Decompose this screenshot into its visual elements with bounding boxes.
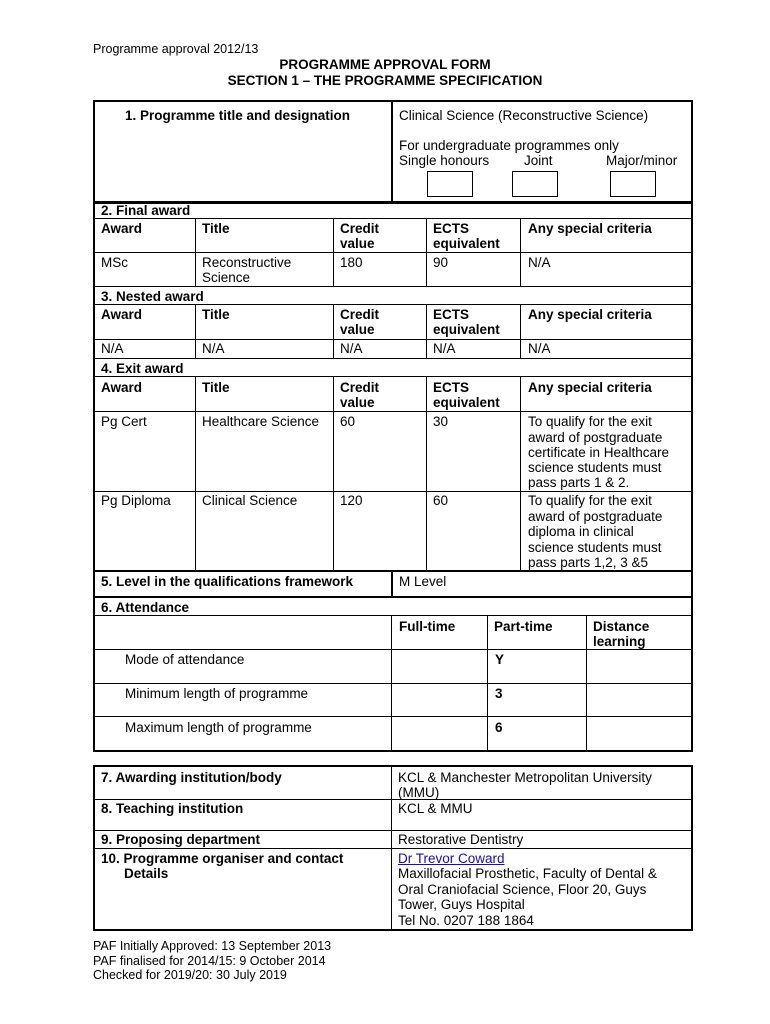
s6-min: Minimum length of programme — [125, 686, 309, 701]
s2-credit: 180 — [340, 255, 363, 270]
s8-value: KCL & MMU — [398, 801, 473, 816]
s4-r2-ects: 60 — [433, 493, 449, 508]
col-special: Any special criteria — [528, 221, 652, 236]
s4-r1-special: pass parts 1 & 2. — [528, 475, 630, 490]
organiser-name-link[interactable]: Dr Trevor Coward — [398, 851, 505, 866]
s10-address: Oral Craniofacial Science, Floor 20, Guys — [398, 882, 647, 897]
s10-address: Tower, Guys Hospital — [398, 897, 525, 912]
col-ects-2: equivalent — [433, 236, 500, 251]
s1-opt-single: Single honours — [399, 153, 490, 168]
s3-credit: N/A — [340, 341, 363, 356]
s10-label-2: Details — [124, 866, 169, 881]
s4-r2-special: award of postgraduate — [528, 509, 663, 524]
s6-mode-pt: Y — [495, 652, 505, 667]
s10-address: Maxillofacial Prosthetic, Faculty of Dental & — [398, 866, 657, 881]
s4-r1-special: award of postgraduate — [528, 430, 663, 445]
s6-max-pt: 6 — [495, 720, 503, 735]
col-special: Any special criteria — [528, 380, 652, 395]
col-credit: Credit — [340, 380, 380, 395]
col-award: Award — [101, 307, 143, 322]
s5-value: M Level — [399, 574, 447, 589]
s1-value: Clinical Science (Reconstructive Science) — [399, 108, 649, 123]
s6-parttime: Part-time — [494, 619, 553, 634]
col-credit: Credit — [340, 221, 380, 236]
s4-r1-special: To qualify for the exit — [528, 414, 652, 429]
col-ects: ECTS — [433, 221, 470, 236]
s7-value: KCL & Manchester Metropolitan University — [398, 770, 652, 785]
col-credit-2: value — [340, 236, 375, 251]
s4-r2-special: pass parts 1,2, 3 &5 — [528, 555, 649, 570]
s7-value-2: (MMU) — [398, 785, 440, 800]
s4-r1-award: Pg Cert — [101, 414, 147, 429]
footer-line: PAF finalised for 2014/15: 9 October 2014 — [93, 954, 326, 968]
s1-label: 1. Programme title and designation — [125, 108, 351, 123]
col-credit-2: value — [340, 395, 375, 410]
s6-min-pt: 3 — [495, 686, 503, 701]
s2-ects: 90 — [433, 255, 449, 270]
section-title: SECTION 1 – THE PROGRAMME SPECIFICATION — [227, 73, 543, 88]
s4-r2-special: science students must — [528, 540, 662, 555]
s1-opt-major: Major/minor — [606, 153, 678, 168]
s9-value: Restorative Dentistry — [398, 832, 524, 847]
col-ects: ECTS — [433, 307, 470, 322]
s6-mode: Mode of attendance — [125, 652, 245, 667]
joint-checkbox[interactable] — [512, 171, 558, 197]
s6-distance-2: learning — [593, 634, 646, 649]
col-title: Title — [202, 307, 230, 322]
s4-r2-special: To qualify for the exit — [528, 493, 652, 508]
s4-r2-award: Pg Diploma — [101, 493, 171, 508]
col-credit: Credit — [340, 307, 380, 322]
single-honours-checkbox[interactable] — [427, 171, 473, 197]
s2-title-2: Science — [202, 270, 251, 285]
s4-r1-credit: 60 — [340, 414, 356, 429]
footer-line: Checked for 2019/20: 30 July 2019 — [93, 968, 287, 982]
col-ects-2: equivalent — [433, 395, 500, 410]
s9-label: 9. Proposing department — [101, 832, 261, 847]
s6-fulltime: Full-time — [399, 619, 456, 634]
s2-title: Reconstructive — [202, 255, 292, 270]
col-award: Award — [101, 380, 143, 395]
s10-label: 10. Programme organiser and contact — [101, 851, 344, 866]
running-header: Programme approval 2012/13 — [93, 42, 259, 56]
s4-r1-ects: 30 — [433, 414, 449, 429]
col-ects-2: equivalent — [433, 322, 500, 337]
s6-max: Maximum length of programme — [125, 720, 312, 735]
s3-label: 3. Nested award — [101, 289, 204, 304]
s4-r2-credit: 120 — [340, 493, 363, 508]
s4-r1-special: science students must — [528, 460, 662, 475]
s4-r2-title: Clinical Science — [202, 493, 298, 508]
s3-ects: N/A — [433, 341, 456, 356]
s6-distance: Distance — [593, 619, 650, 634]
s2-special: N/A — [528, 255, 551, 270]
s8-label: 8. Teaching institution — [101, 801, 244, 816]
col-ects: ECTS — [433, 380, 470, 395]
s4-r1-special: certificate in Healthcare — [528, 445, 670, 460]
s4-r2-special: diploma in clinical — [528, 524, 634, 539]
s3-title: N/A — [202, 341, 225, 356]
col-title: Title — [202, 380, 230, 395]
s5-label: 5. Level in the qualifications framework — [101, 574, 354, 589]
s1-ug-note: For undergraduate programmes only — [399, 138, 619, 153]
footer-line: PAF Initially Approved: 13 September 2013 — [93, 939, 332, 953]
col-special: Any special criteria — [528, 307, 652, 322]
s6-label: 6. Attendance — [101, 600, 190, 615]
col-title: Title — [202, 221, 230, 236]
s10-phone: Tel No. 0207 188 1864 — [398, 913, 534, 928]
form-title: PROGRAMME APPROVAL FORM — [279, 57, 491, 72]
s2-award: MSc — [101, 255, 128, 270]
col-award: Award — [101, 221, 143, 236]
col-credit-2: value — [340, 322, 375, 337]
s4-r1-title: Healthcare Science — [202, 414, 320, 429]
s7-label: 7. Awarding institution/body — [101, 770, 282, 785]
major-minor-checkbox[interactable] — [610, 171, 656, 197]
s3-special: N/A — [528, 341, 551, 356]
s4-label: 4. Exit award — [101, 361, 184, 376]
s1-opt-joint: Joint — [524, 153, 553, 168]
s2-label: 2. Final award — [101, 203, 191, 218]
s3-award: N/A — [101, 341, 124, 356]
